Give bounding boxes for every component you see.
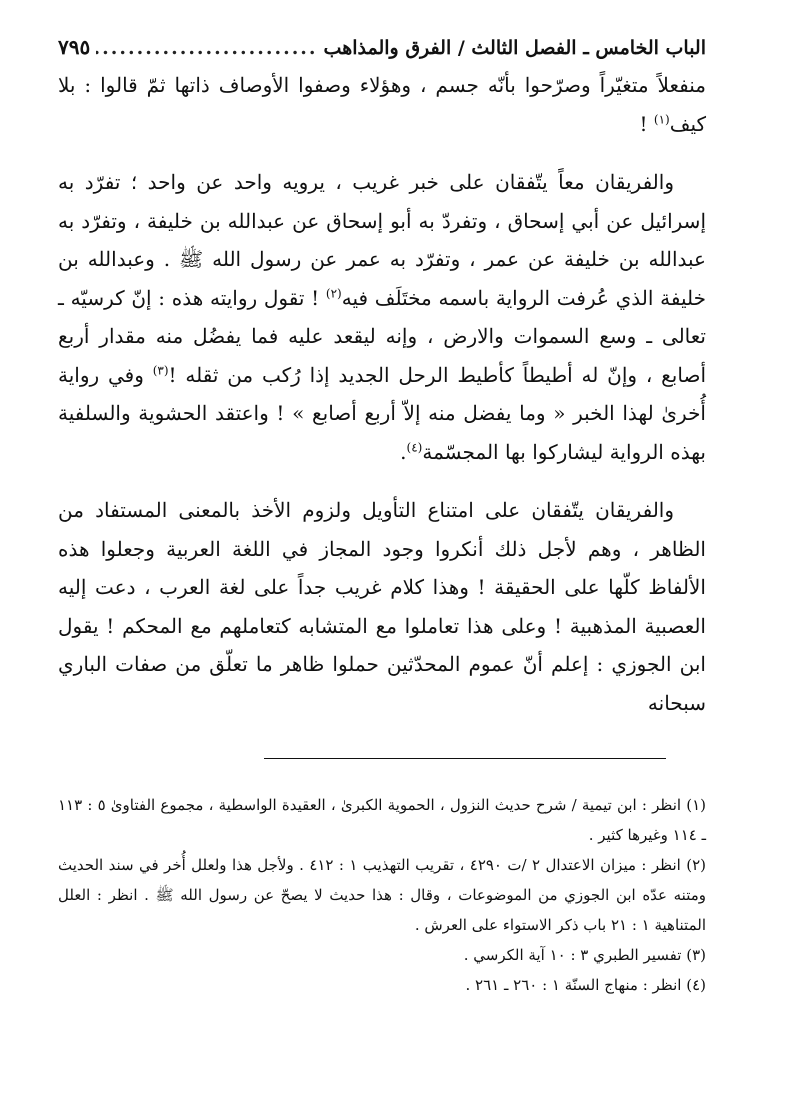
- page-body: [58, 28, 706, 722]
- footnote-separator: [264, 758, 666, 759]
- footnote-4: [58, 970, 706, 1000]
- paragraph-2-text-c: وفي رواية أُخرىٰ لهذا الخبر « وما يفضل منه إلاّ أربع أصابع » ! واعتقد الحشوية والسلفية بهذه الرواية ليشاركوا بها المجسّمة: [58, 362, 706, 464]
- footnote-4-text: انظر : منهاج السنّة ١ : ٢٦٠ ـ ٢٦١ .: [465, 976, 682, 994]
- chapter-title: الباب الخامس ـ الفصل الثالث / الفرق والمذاهب: [323, 37, 706, 59]
- paragraph-1-text: منفعلاً متغيّراً وصرّحوا بأنّه جسم ، وهؤلاء وصفوا الأوصاف ذاتها ثمّ قالوا : بلا كيف: [58, 73, 706, 136]
- footnote-ref-4[interactable]: (٤): [406, 439, 423, 454]
- leader-dots: [96, 29, 317, 67]
- paragraph-2-text-a: والفريقان معاً يتّفقان على خبر غريب ، يرويه واحد عن واحد ؛ تفرّد به إسرائيل عن أبي إسحاق ، وتفردّ به أبو إسحاق عن عبدالله بن خليفة ، وتفرّد به عبدالله بن خليفة عن عمر ، وتفرّد به عمر عن رسول الله ﷺ . وعبدالله بن خليفة الذي عُرفت الرواية باسمه مختَلَف فيه: [58, 170, 706, 310]
- footnote-3-number: (٣): [686, 946, 706, 964]
- footnote-3-text: تفسير الطبري ٣ : ١٠ آية الكرسي .: [463, 946, 682, 964]
- running-header: [58, 28, 706, 66]
- paragraph-2-text-d: .: [400, 439, 407, 464]
- paragraph-1: [58, 66, 706, 143]
- footnote-1: [58, 790, 706, 850]
- footnote-ref-3[interactable]: (٣): [152, 362, 169, 377]
- footnote-3: [58, 940, 706, 970]
- page-number: ٧٩٥: [58, 35, 91, 59]
- footnote-2-number: (٢): [686, 856, 706, 874]
- footnote-1-number: (١): [686, 796, 706, 814]
- paragraph-3: [58, 491, 706, 722]
- paragraph-3-text: والفريقان يتّفقان على امتناع التأويل ولزوم الأخذ بالمعنى المستفاد من الظاهر ، وهم لأجل ذلك أنكروا وجود المجاز في اللغة العربية وجعلوا هذه الألفاظ كلّها على الحقيقة ! وهذا كلام غريب جداً على لغة العرب ، دعت إليه العصبية المذهبية ! وعلى هذا تعاملوا مع المتشابه كتعاملهم مع المحكم ! يقول ابن الجوزي : إعلم أنّ عموم المحدّثين حملوا ظاهر ما تعلّق من صفات الباري سبحانه: [58, 498, 706, 715]
- paragraph-2-text-b: ! تقول روايته هذه : إنّ كرسيّه ـ تعالى ـ وسع السموات والارض ، وإنه ليقعد عليه فما يفضُل منه مقدار أربع أصابع ، وإنّ له أطيطاً كأطيط الرحل الجديد إذا رُكب من ثقله !: [58, 285, 707, 387]
- footnote-4-number: (٤): [686, 976, 706, 994]
- footnote-2: [58, 850, 706, 940]
- paragraph-1-end: !: [639, 111, 654, 136]
- footnote-ref-2[interactable]: (٢): [325, 285, 342, 300]
- paragraph-2: [58, 163, 706, 471]
- footnote-ref-1[interactable]: (١): [653, 111, 670, 126]
- main-text: [58, 66, 706, 722]
- footnote-2-text: انظر : ميزان الاعتدال ٢ /ت ٤٢٩٠ ، تقريب التهذيب ١ : ٤١٢ . ولأجل هذا ولعلل أُخر في سند الحديث ومتنه عدّه ابن الجوزي من الموضوعات ، وقال : هذا حديث لا يصحّ عن رسول الله ﷺ . انظر : العلل المتناهية ١ : ٢١ باب ذكر الاستواء على العرش .: [58, 856, 706, 934]
- footnotes: [58, 790, 706, 1000]
- footnote-1-text: انظر : ابن تيمية / شرح حديث النزول ، الحموية الكبرىٰ ، العقيدة الواسطية ، مجموع الفتاوىٰ ٥ : ١١٣ ـ ١١٤ وغيرها كثير .: [58, 796, 706, 844]
